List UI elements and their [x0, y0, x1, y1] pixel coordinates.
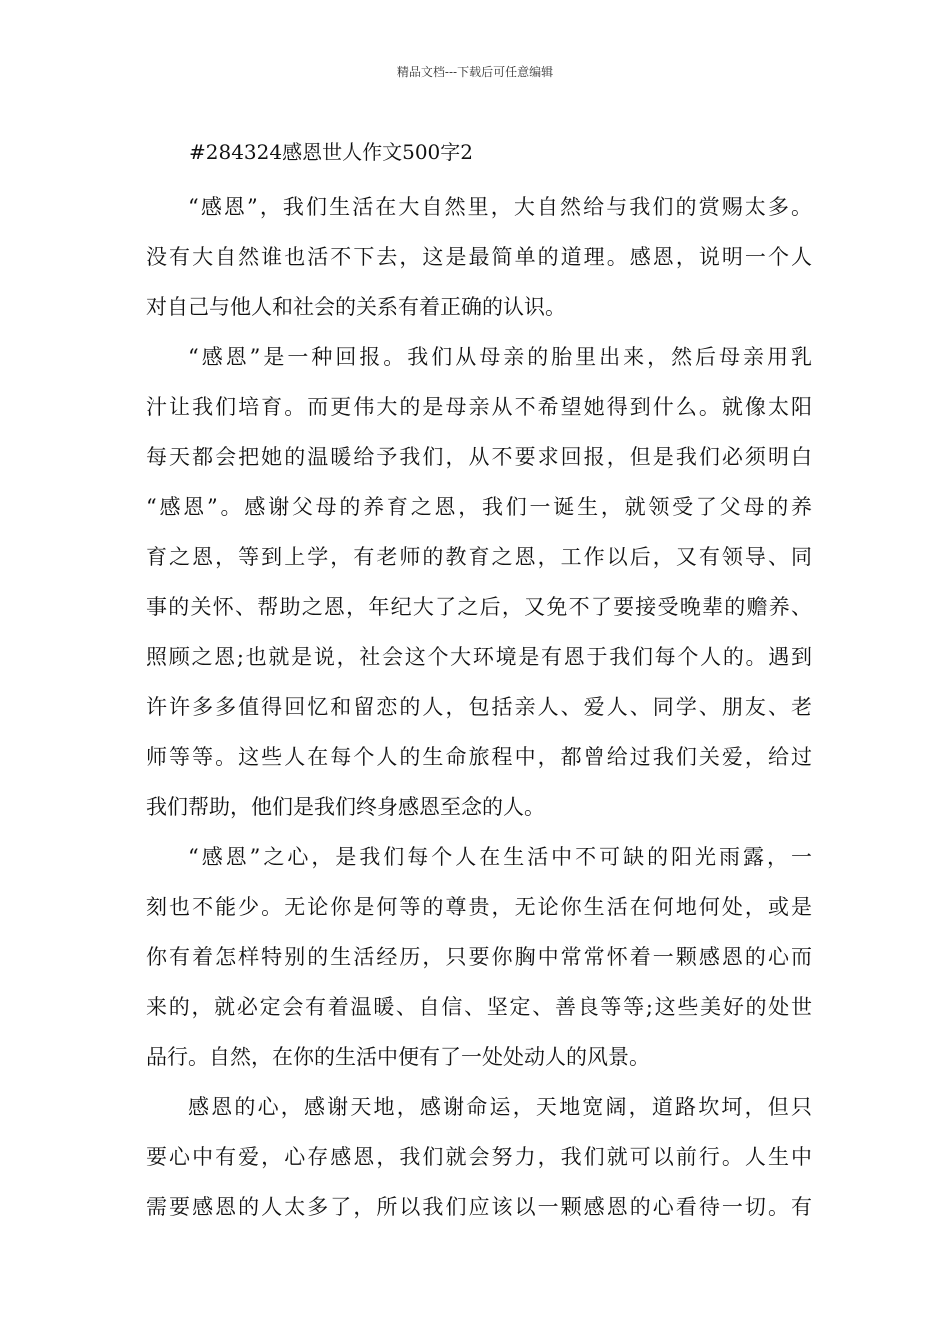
text-line: 每天都会把她的温暖给予我们，从不要求回报，但是我们必须明白 — [146, 445, 812, 469]
paragraph — [146, 182, 812, 332]
text-line: 对自己与他人和社会的关系有着正确的认识。 — [146, 295, 566, 319]
text-line: 品行。自然，在你的生活中便有了一处处动人的风景。 — [146, 1045, 650, 1069]
text-line: 师等等。这些人在每个人的生命旅程中，都曾给过我们关爱，给过 — [146, 745, 812, 769]
paragraph — [146, 332, 812, 832]
text-line: 感恩的心，感谢天地，感谢命运，天地宽阔，道路坎坷，但只 — [188, 1095, 812, 1119]
text-line: 育之恩，等到上学，有老师的教育之恩，工作以后，又有领导、同 — [146, 545, 812, 569]
page-header: 精品文档---下载后可任意编辑 — [396, 65, 554, 79]
text-line: 来的，就必定会有着温暖、自信、坚定、善良等等;这些美好的处世 — [146, 995, 812, 1019]
text-line: “感恩”，我们生活在大自然里，大自然给与我们的赏赐太多。 — [188, 195, 812, 219]
text-line: “感恩”是一种回报。我们从母亲的胎里出来，然后母亲用乳 — [188, 345, 812, 369]
text-line: 要心中有爱，心存感恩，我们就会努力，我们就可以前行。人生中 — [146, 1145, 812, 1169]
text-line: 许许多多值得回忆和留恋的人，包括亲人、爱人、同学、朋友、老 — [146, 695, 812, 719]
text-line: 没有大自然谁也活不下去，这是最简单的道理。感恩，说明一个人 — [146, 245, 812, 269]
text-line: 你有着怎样特别的生活经历，只要你胸中常常怀着一颗感恩的心而 — [146, 945, 812, 969]
text-line: “感恩”。感谢父母的养育之恩，我们一诞生，就领受了父母的养 — [146, 495, 812, 519]
paragraph — [146, 832, 812, 1082]
paragraph — [146, 1082, 812, 1232]
text-line: 我们帮助，他们是我们终身感恩至念的人。 — [146, 795, 545, 819]
text-line: 刻也不能少。无论你是何等的尊贵，无论你生活在何地何处，或是 — [146, 895, 812, 919]
text-line: “感恩”之心，是我们每个人在生活中不可缺的阳光雨露，一 — [188, 845, 812, 869]
document-body — [146, 182, 812, 1232]
text-line: 需要感恩的人太多了，所以我们应该以一颗感恩的心看待一切。有 — [146, 1195, 812, 1219]
text-line: 汁让我们培育。而更伟大的是母亲从不希望她得到什么。就像太阳 — [146, 395, 812, 419]
document-title: #284324感恩世人作文500字2 — [189, 140, 474, 164]
text-line: 事的关怀、帮助之恩，年纪大了之后，又免不了要接受晚辈的赡养、 — [146, 595, 812, 619]
text-line: 照顾之恩;也就是说，社会这个大环境是有恩于我们每个人的。遇到 — [146, 645, 812, 669]
